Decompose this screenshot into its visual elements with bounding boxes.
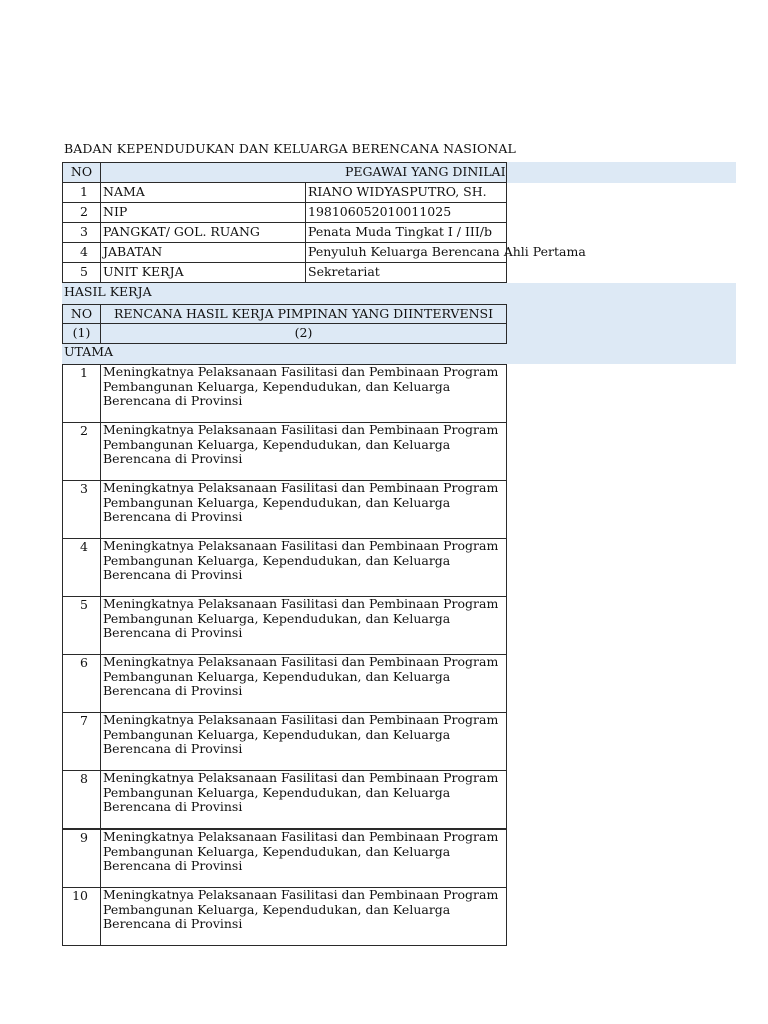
pegawai-row-value: RIANO WIDYASPUTRO, SH. bbox=[305, 182, 507, 203]
header-no-cell: NO bbox=[62, 162, 101, 183]
column-1-label: (1) bbox=[62, 323, 101, 344]
pegawai-row-label: JABATAN bbox=[100, 242, 306, 263]
task-no: 1 bbox=[62, 364, 101, 423]
pegawai-row-value: 198106052010011025 bbox=[305, 202, 507, 223]
task-no: 10 bbox=[62, 887, 101, 946]
pegawai-row-label: NIP bbox=[100, 202, 306, 223]
pegawai-row-value: Penyuluh Keluarga Berencana Ahli Pertama bbox=[305, 242, 507, 263]
header-pegawai-label: PEGAWAI YANG DINILAI bbox=[345, 164, 506, 179]
task-text: Meningkatnya Pelaksanaan Fasilitasi dan Pembinaan Program Pembangunan Keluarga, Kependudukan, dan Keluarga Berencana di Provinsi bbox=[100, 596, 507, 655]
pegawai-row-no: 2 bbox=[62, 202, 101, 223]
task-text: Meningkatnya Pelaksanaan Fasilitasi dan Pembinaan Program Pembangunan Keluarga, Kependudukan, dan Keluarga Berencana di Provinsi bbox=[100, 654, 507, 713]
task-no: 6 bbox=[62, 654, 101, 713]
task-text: Meningkatnya Pelaksanaan Fasilitasi dan Pembinaan Program Pembangunan Keluarga, Kependudukan, dan Keluarga Berencana di Provinsi bbox=[100, 770, 507, 829]
utama-label: UTAMA bbox=[64, 344, 114, 359]
pegawai-row-label: PANGKAT/ GOL. RUANG bbox=[100, 222, 306, 243]
task-no: 2 bbox=[62, 422, 101, 481]
task-no: 8 bbox=[62, 770, 101, 829]
task-no: 9 bbox=[62, 829, 101, 888]
task-no: 5 bbox=[62, 596, 101, 655]
column-2-label: (2) bbox=[100, 323, 507, 344]
task-text: Meningkatnya Pelaksanaan Fasilitasi dan Pembinaan Program Pembangunan Keluarga, Kependudukan, dan Keluarga Berencana di Provinsi bbox=[100, 480, 507, 539]
task-no: 4 bbox=[62, 538, 101, 597]
task-text: Meningkatnya Pelaksanaan Fasilitasi dan Pembinaan Program Pembangunan Keluarga, Kependudukan, dan Keluarga Berencana di Provinsi bbox=[100, 829, 507, 888]
pegawai-row-label: NAMA bbox=[100, 182, 306, 203]
pegawai-row-no: 3 bbox=[62, 222, 101, 243]
pegawai-row-label: UNIT KERJA bbox=[100, 262, 306, 283]
rencana-header: RENCANA HASIL KERJA PIMPINAN YANG DIINTERVENSI bbox=[100, 304, 507, 324]
task-text: Meningkatnya Pelaksanaan Fasilitasi dan Pembinaan Program Pembangunan Keluarga, Kependudukan, dan Keluarga Berencana di Provinsi bbox=[100, 887, 507, 946]
hasil-kerja-no-header: NO bbox=[62, 304, 101, 324]
pegawai-row-value: Sekretariat bbox=[305, 262, 507, 283]
hasil-kerja-label: HASIL KERJA bbox=[64, 284, 152, 299]
pegawai-row-no: 4 bbox=[62, 242, 101, 263]
task-no: 3 bbox=[62, 480, 101, 539]
header-pegawai-cell bbox=[100, 162, 507, 183]
task-text: Meningkatnya Pelaksanaan Fasilitasi dan Pembinaan Program Pembangunan Keluarga, Kependudukan, dan Keluarga Berencana di Provinsi bbox=[100, 364, 507, 423]
task-no: 7 bbox=[62, 712, 101, 771]
task-text: Meningkatnya Pelaksanaan Fasilitasi dan Pembinaan Program Pembangunan Keluarga, Kependudukan, dan Keluarga Berencana di Provinsi bbox=[100, 422, 507, 481]
pegawai-row-value: Penata Muda Tingkat I / III/b bbox=[305, 222, 507, 243]
pegawai-row-no: 1 bbox=[62, 182, 101, 203]
organization-title: BADAN KEPENDUDUKAN DAN KELUARGA BERENCANA NASIONAL bbox=[64, 141, 516, 156]
task-text: Meningkatnya Pelaksanaan Fasilitasi dan Pembinaan Program Pembangunan Keluarga, Kependudukan, dan Keluarga Berencana di Provinsi bbox=[100, 712, 507, 771]
pegawai-row-no: 5 bbox=[62, 262, 101, 283]
task-text: Meningkatnya Pelaksanaan Fasilitasi dan Pembinaan Program Pembangunan Keluarga, Kependudukan, dan Keluarga Berencana di Provinsi bbox=[100, 538, 507, 597]
